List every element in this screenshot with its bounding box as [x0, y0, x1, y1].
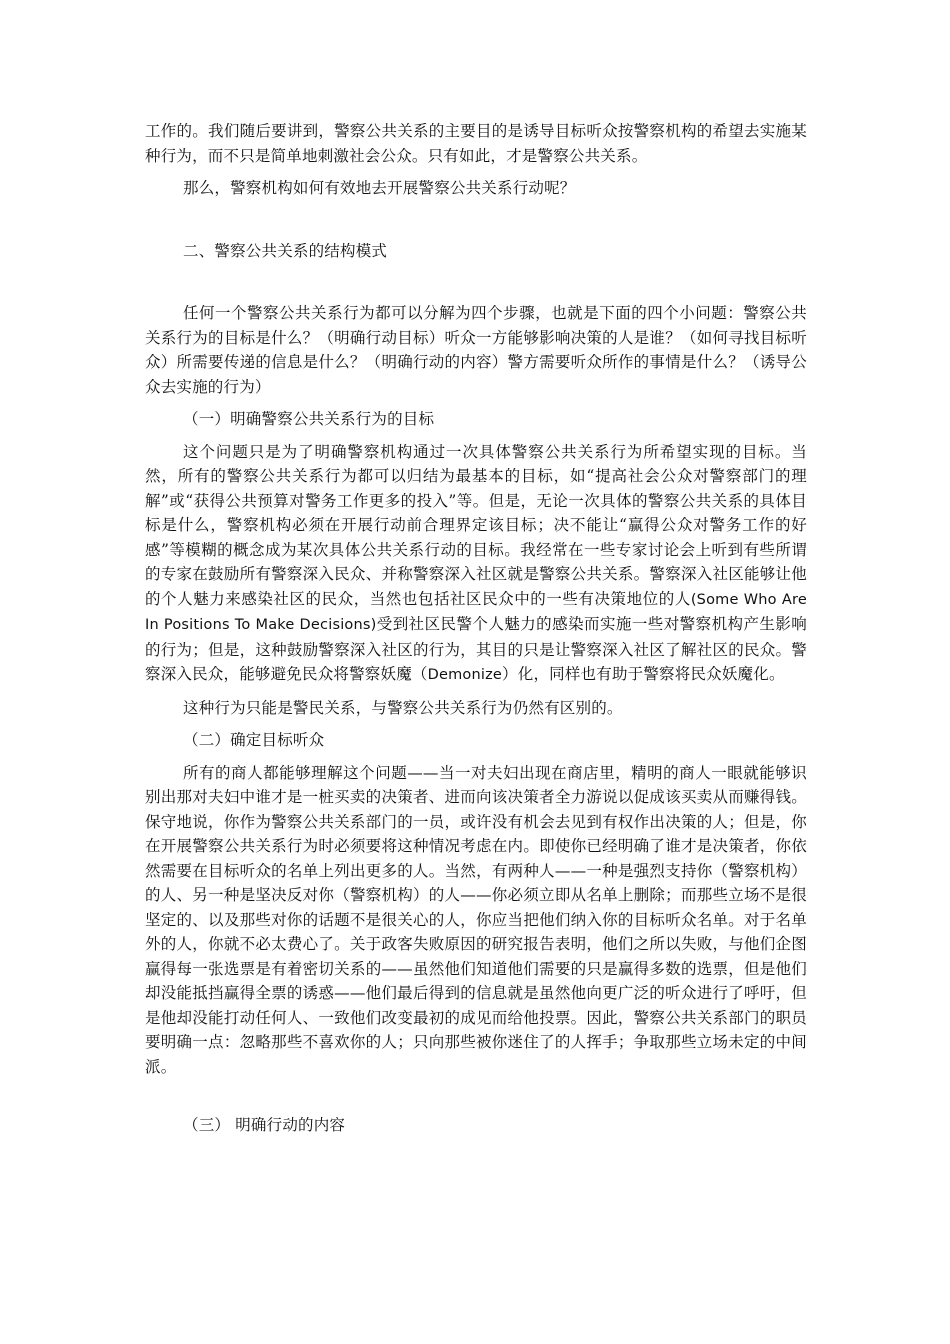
paragraph-goal-latin-demonize: Demonize: [427, 667, 503, 683]
paragraph-goal-text-c: ）化，同样也有助于警察将民众妖魔化。: [502, 665, 785, 683]
subsection-heading-goal: （一）明确警察公共关系行为的目标: [183, 410, 435, 428]
document-body: [145, 119, 807, 1138]
paragraph-four-steps: 任何一个警察公共关系行为都可以分解为四个步骤，也就是下面的四个小问题：警察公共关系行为的目标是什么？（明确行动目标）听众一方能够影响决策的人是谁？（如何寻找目标听众）所需要传递的信息是什么？（明确行动的内容）警方需要听众所作的事情是什么？（诱导公众去实施的行为）: [145, 304, 807, 396]
section-heading-structure-model: 二、警察公共关系的结构模式: [183, 241, 388, 260]
paragraph-police-community: 这种行为只能是警民关系，与警察公共关系行为仍然有区别的。: [183, 698, 623, 717]
subsection-heading-audience: （二）确定目标听众: [183, 731, 325, 749]
paragraph-goal-text-a: 这个问题只是为了明确警察机构通过一次具体警察公共关系行为所希望实现的目标。当然，所有的警察公共关系行为都可以归结为最基本的目标，如“提高社会公众对警察部门的理解”或“获得公共预算对警务工作更多的投入”等。但是，无论一次具体的警察公共关系的具体目标是什么，警察机构必须在开展行动前合理界定该目标；决不能让“赢得公众对警务工作的好感”等模糊的概念成为某次具体公共关系行动的目标。我经常在一些专家讨论会上听到有些所谓的专家在鼓励所有警察深入民众、并称警察深入社区就是警察公共关系。警察深入社区能够让他的个人魅力来感染社区的民众，当然也包括社区民众中的一些有决策地位的人: [145, 442, 807, 608]
paragraph-goal-latin-decisions: (Some Who Are In Positions To Make Decisions): [145, 591, 807, 633]
paragraph-question: 那么，警察机构如何有效地去开展警察公共关系行动呢？: [183, 179, 576, 197]
paragraph-goal-detail: [145, 440, 807, 688]
subsection-heading-content: （三） 明确行动的内容: [183, 1116, 346, 1134]
paragraph-continuation: 工作的。我们随后要讲到，警察公共关系的主要目的是诱导目标听众按警察机构的希望去实施某种行为，而不只是简单地刺激社会公众。只有如此，才是警察公共关系。: [145, 122, 807, 165]
paragraph-audience-detail: 所有的商人都能够理解这个问题——当一对夫妇出现在商店里，精明的商人一眼就能够识别出那对夫妇中谁才是一桩买卖的决策者、进而向该决策者全力游说以促成该买卖从而赚得钱。保守地说，你作为警察公共关系部门的一员，或许没有机会去见到有权作出决策的人；但是，你在开展警察公共关系行为时必须要将这种情况考虑在内。即使你已经明确了谁才是决策者，你依然需要在目标听众的名单上列出更多的人。当然，有两种人——一种是强烈支持你（警察机构）的人、另一种是坚决反对你（警察机构）的人——你必须立即从名单上删除；而那些立场不是很坚定的、以及那些对你的话题不是很关心的人，你应当把他们纳入你的目标听众名单。对于名单外的人，你就不必太费心了。关于政客失败原因的研究报告表明，他们之所以失败，与他们企图赢得每一张选票是有着密切关系的——虽然他们知道他们需要的只是赢得多数的选票，但是他们却没能抵挡赢得全票的诱惑——他们最后得到的信息就是虽然他向更广泛的听众进行了呼吁，但是他却没能打动任何人、一致他们改变最初的成见而给他投票。因此，警察公共关系部门的职员要明确一点：忽略那些不喜欢你的人；只向那些被你迷住了的人挥手；争取那些立场未定的中间派。: [145, 763, 807, 1076]
paragraph-goal-text-b: 受到社区民警个人魅力的感染而实施一些对警察机构产生影响的行为；但是，这种鼓励警察深入社区的行为，其目的只是让警察深入社区了解社区的民众。警察深入民众，能够避免民众将警察妖魔（: [145, 615, 807, 683]
